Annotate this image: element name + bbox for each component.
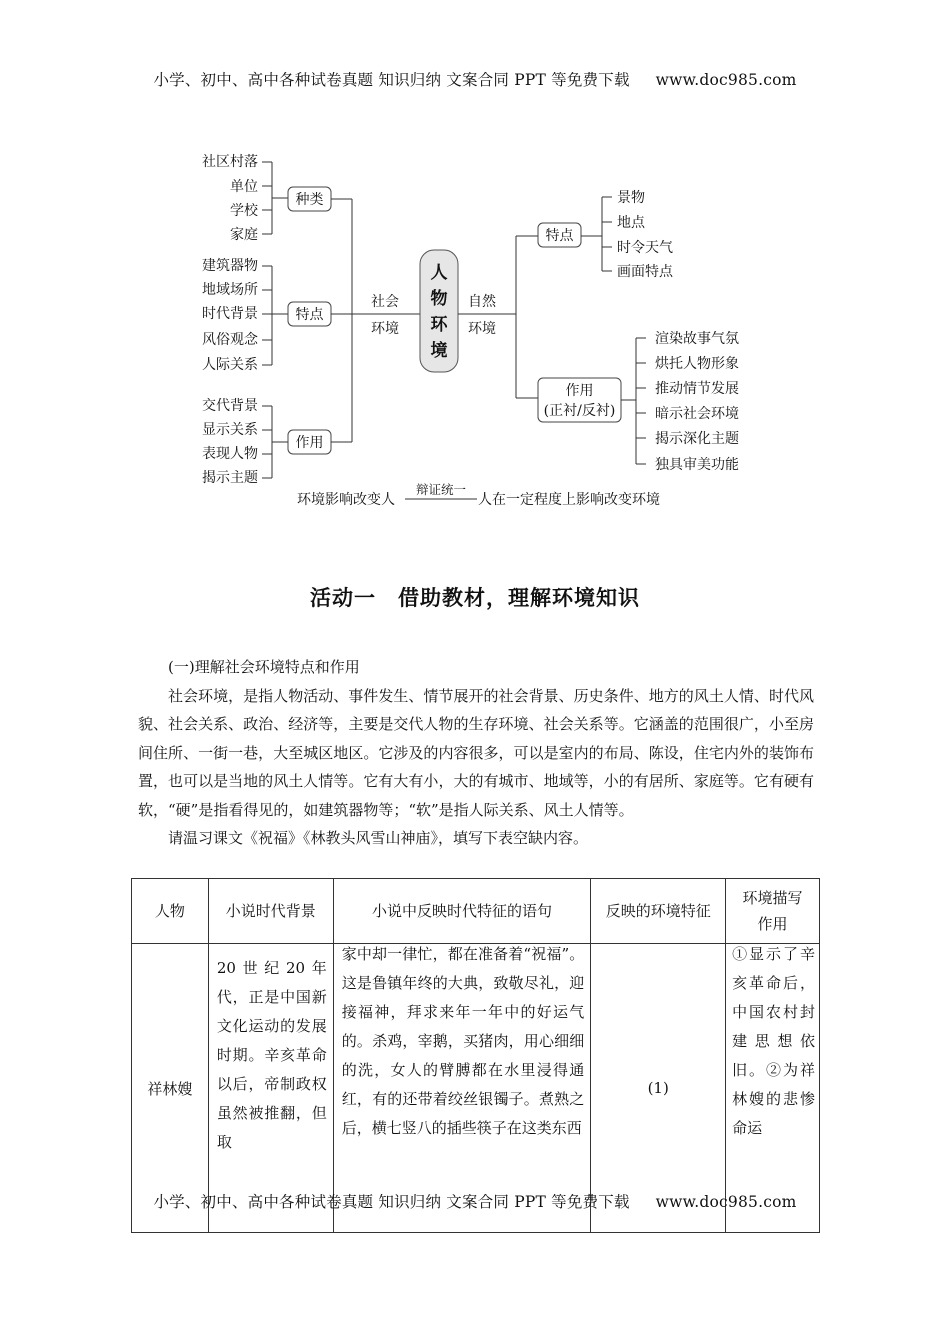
natural-role-item: 渲染故事气氛	[655, 331, 739, 347]
page-header	[0, 68, 950, 90]
table-header-row	[132, 879, 820, 944]
social-trait-item: 风俗观念	[202, 332, 258, 348]
page-footer	[0, 1190, 950, 1212]
natural-roles-label-2: (正衬/反衬)	[543, 403, 616, 419]
cell-person: 祥林嫂	[132, 944, 209, 1233]
body-text	[138, 653, 814, 853]
natural-roles-items	[655, 330, 739, 473]
center-char: 物	[430, 289, 448, 309]
data-table	[131, 878, 820, 1233]
column-header: 反映的环境特征	[591, 879, 726, 944]
header-text: 小学、初中、高中各种试卷真题 知识归纳 文案合同 PPT 等免费下载	[153, 71, 630, 89]
social-trait-item: 时代背景	[202, 306, 258, 322]
kind-item: 学校	[230, 203, 258, 219]
kind-item: 社区村落	[202, 154, 258, 170]
background-text: 20世纪20年代，正是中国新文化运动的发展时期。辛亥革命以后，帝制政权虽然被推翻，但取	[216, 959, 327, 1151]
center-char: 人	[430, 263, 448, 283]
cell-feature: (1)	[591, 944, 726, 1233]
footer-text: 小学、初中、高中各种试卷真题 知识归纳 文案合同 PPT 等免费下载	[153, 1193, 630, 1211]
natural-env-label-2: 环境	[468, 321, 496, 337]
subheading: (一)理解社会环境特点和作用	[168, 658, 360, 676]
center-char: 环	[430, 315, 448, 335]
social-traits-label: 特点	[295, 307, 324, 323]
footer-url[interactable]: www.doc985.com	[655, 1193, 797, 1211]
bottom-mid: 辩证统一	[415, 482, 467, 497]
column-header: 环境描写作用	[726, 879, 820, 944]
mindmap-diagram	[0, 140, 950, 520]
kind-item: 家庭	[230, 227, 258, 243]
social-roles-items	[202, 397, 258, 486]
quote-text: 家中却一律忙，都在准备着“祝福”。这是鲁镇年终的大典，致敬尽礼，迎接福神，拜求来年一年中的好运气的。杀鸡，宰鹅，买猪肉，用心细细的洗，女人的臂膊都在水里浸得通红，有的还带着绞丝银镯子。煮熟之后，横七竖八的插些筷子在这类东西	[341, 945, 585, 1137]
natural-role-item: 推动情节发展	[655, 381, 739, 397]
natural-trait-item: 时令天气	[617, 240, 673, 256]
social-trait-item: 人际关系	[202, 357, 258, 373]
natural-role-item: 独具审美功能	[655, 457, 739, 473]
section-title: 活动一 借助教材，理解环境知识	[310, 585, 640, 610]
natural-traits-items	[617, 189, 674, 280]
bottom-right: 人在一定程度上影响改变环境	[478, 492, 660, 508]
column-header: 小说中反映时代特征的语句	[333, 879, 591, 944]
kinds-label: 种类	[295, 192, 324, 208]
bottom-left: 环境影响改变人	[297, 492, 395, 508]
social-role-item: 表现人物	[202, 446, 258, 462]
natural-trait-item: 地点	[617, 215, 645, 231]
paragraph: 社会环境，是指人物活动、事件发生、情节展开的社会背景、历史条件、地方的风土人情、时代风貌、社会关系、政治、经济等，主要是交代人物的生存环境、社会关系等。它涵盖的范围很广，小至房间住所、一街一巷，大至城区地区。它涉及的内容很多，可以是室内的布局、陈设，住宅内外的装饰布置，也可以是当地的风土人情等。它有大有小，大的有城市、地域等，小的有居所、家庭等。它有硬有软，“硬”是指看得见的，如建筑器物等；“软”是指人际关系、风土人情等。	[138, 686, 814, 819]
column-header: 小说时代背景	[208, 879, 333, 944]
natural-roles-label-1: 作用	[565, 383, 594, 399]
center-char: 境	[430, 341, 448, 361]
header-url[interactable]: www.doc985.com	[655, 71, 797, 89]
natural-env-label-1: 自然	[468, 294, 496, 310]
natural-role-item: 暗示社会环境	[655, 406, 739, 422]
social-env-label-2: 环境	[371, 321, 399, 337]
social-role-item: 显示关系	[202, 422, 258, 438]
social-trait-item: 建筑器物	[202, 258, 258, 274]
instruction: 请温习课文《祝福》《林教头风雪山神庙》，填写下表空缺内容。	[168, 829, 589, 847]
kinds-items	[202, 153, 259, 243]
natural-traits-label: 特点	[545, 228, 574, 244]
natural-role-item: 揭示深化主题	[655, 431, 739, 447]
social-role-item: 揭示主题	[202, 470, 258, 486]
social-roles-label: 作用	[295, 435, 324, 451]
social-role-item: 交代背景	[202, 398, 258, 414]
natural-trait-item: 景物	[617, 190, 645, 206]
column-header: 人物	[132, 879, 209, 944]
social-traits-items	[202, 257, 259, 373]
kind-item: 单位	[230, 179, 258, 195]
social-trait-item: 地域场所	[202, 282, 258, 298]
social-env-label-1: 社会	[371, 294, 399, 310]
natural-role-item: 烘托人物形象	[655, 356, 739, 372]
effect-text: ①显示了辛亥革命后，中国农村封建思想依旧。②为祥林嫂的悲惨命运	[732, 945, 815, 1137]
natural-trait-item: 画面特点	[617, 264, 673, 280]
